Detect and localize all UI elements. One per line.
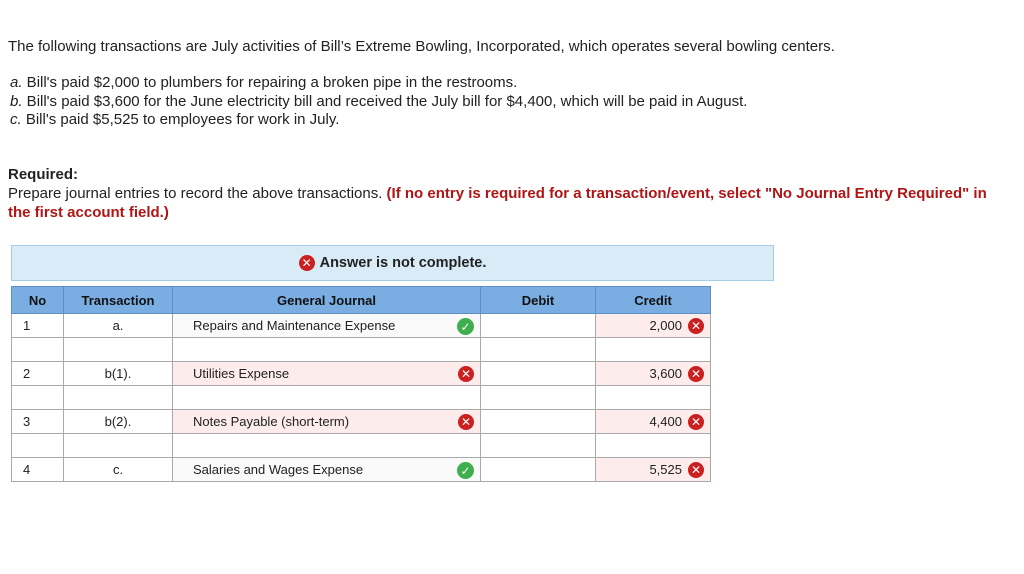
blank-cell (64, 338, 173, 362)
account-select[interactable] (173, 314, 481, 338)
blank-cell (64, 386, 173, 410)
answer-status-banner (11, 245, 774, 281)
blank-account-select[interactable] (173, 434, 481, 458)
transaction-letter: c. (10, 111, 22, 128)
credit-input[interactable] (596, 410, 711, 434)
table-header-row (12, 287, 711, 314)
correct-check-icon: ✓ (457, 462, 474, 479)
debit-input[interactable] (481, 362, 596, 386)
credit-input[interactable] (596, 362, 711, 386)
incorrect-x-icon: ✕ (458, 414, 474, 430)
blank-row (12, 386, 711, 410)
transaction-cell: b(2). (64, 410, 173, 434)
blank-cell (12, 386, 64, 410)
correct-check-icon: ✓ (457, 318, 474, 335)
transaction-cell: b(1). (64, 362, 173, 386)
col-header-general-journal: General Journal (173, 287, 481, 314)
credit-value: 2,000 (649, 318, 682, 333)
incorrect-x-icon: ✕ (688, 366, 704, 382)
incorrect-x-icon: ✕ (688, 318, 704, 334)
col-header-credit: Credit (596, 287, 711, 314)
table-row (12, 362, 711, 386)
blank-account-select[interactable] (173, 386, 481, 410)
row-number: 3 (12, 410, 64, 434)
blank-cell (12, 338, 64, 362)
transaction-cell: a. (64, 314, 173, 338)
credit-value: 5,525 (649, 462, 682, 477)
account-select[interactable] (173, 410, 481, 434)
transaction-text: Bill's paid $2,000 to plumbers for repairing a broken pipe in the restrooms. (22, 74, 518, 91)
account-name: Notes Payable (short-term) (193, 414, 350, 429)
required-section (8, 165, 1008, 222)
journal-table (11, 286, 711, 482)
blank-credit-input[interactable] (596, 434, 711, 458)
credit-value: 4,400 (649, 414, 682, 429)
transaction-item-c (10, 111, 747, 130)
account-select[interactable] (173, 362, 481, 386)
blank-debit-input[interactable] (481, 386, 596, 410)
required-instruction (8, 184, 1008, 222)
blank-debit-input[interactable] (481, 434, 596, 458)
account-select[interactable] (173, 458, 481, 482)
transaction-cell: c. (64, 458, 173, 482)
account-name: Repairs and Maintenance Expense (193, 318, 396, 333)
credit-input[interactable] (596, 458, 711, 482)
debit-input[interactable] (481, 458, 596, 482)
transaction-item-b (10, 93, 747, 112)
transaction-text: Bill's paid $3,600 for the June electricity bill and received the July bill for $4,400, which will be paid in August. (22, 92, 748, 110)
table-row (12, 410, 711, 434)
incorrect-x-icon: ✕ (688, 462, 704, 478)
transaction-list (10, 74, 747, 130)
instruction-hint: (If no entry is required for a transaction/event, select "No Journal Entry Required" in the first account field.) (8, 185, 987, 221)
credit-value: 3,600 (649, 366, 682, 381)
required-title: Required: (8, 166, 79, 183)
incorrect-x-icon: ✕ (688, 414, 704, 430)
col-header-debit: Debit (481, 287, 596, 314)
credit-input[interactable] (596, 314, 711, 338)
incorrect-x-icon: ✕ (458, 366, 474, 382)
blank-credit-input[interactable] (596, 386, 711, 410)
error-x-icon: ✕ (299, 255, 315, 271)
blank-cell (12, 434, 64, 458)
debit-input[interactable] (481, 410, 596, 434)
row-number: 1 (12, 314, 64, 338)
transaction-text: Bill's paid $5,525 to employees for work in July. (21, 111, 340, 128)
blank-debit-input[interactable] (481, 338, 596, 362)
transaction-letter: b. (10, 92, 23, 110)
blank-account-select[interactable] (173, 338, 481, 362)
transaction-item-a (10, 74, 747, 93)
col-header-no: No (12, 287, 64, 314)
blank-cell (64, 434, 173, 458)
transaction-letter: a. (10, 74, 23, 91)
account-name: Utilities Expense (193, 366, 290, 381)
table-row (12, 458, 711, 482)
col-header-transaction: Transaction (64, 287, 173, 314)
instruction-text: Prepare journal entries to record the above transactions. (8, 185, 387, 202)
problem-intro: The following transactions are July activities of Bill’s Extreme Bowling, Incorporated, which operates several bowling centers. (8, 38, 835, 55)
blank-row (12, 338, 711, 362)
row-number: 4 (12, 458, 64, 482)
table-row (12, 314, 711, 338)
row-number: 2 (12, 362, 64, 386)
blank-credit-input[interactable] (596, 338, 711, 362)
debit-input[interactable] (481, 314, 596, 338)
account-name: Salaries and Wages Expense (193, 462, 364, 477)
blank-row (12, 434, 711, 458)
banner-text: Answer is not complete. (319, 255, 487, 271)
